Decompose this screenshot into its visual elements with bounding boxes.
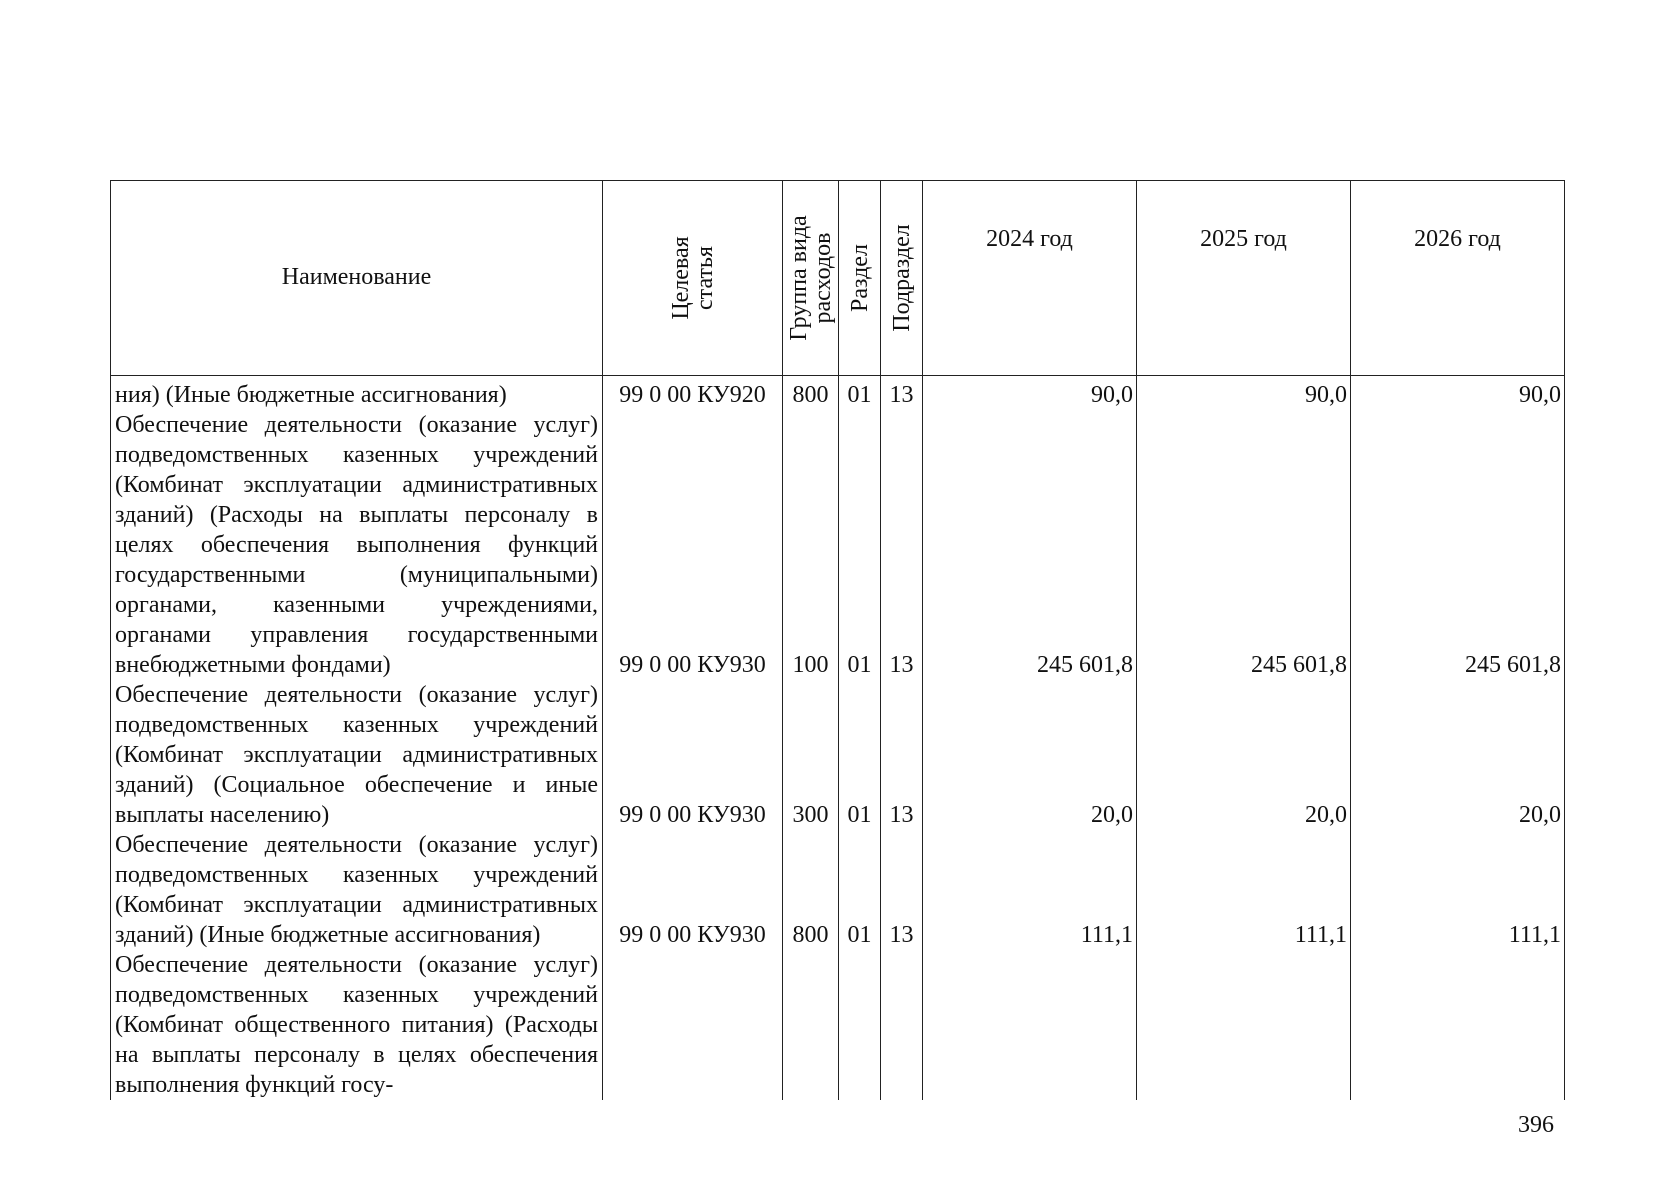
table-row [111, 680, 1565, 830]
row-value-2024: 111,1 [923, 830, 1137, 950]
row-value-2024: 245 601,8 [923, 410, 1137, 680]
table-header-row [111, 181, 1565, 376]
row-expense-group: 300 [783, 680, 839, 830]
row-value-2026 [1351, 950, 1565, 1100]
row-section [839, 950, 881, 1100]
row-name: ния) (Иные бюджетные ассигнования) [111, 376, 603, 411]
row-target-article: 99 0 00 КУ930 [603, 830, 783, 950]
row-value-2025: 111,1 [1137, 830, 1351, 950]
row-target-article: 99 0 00 КУ930 [603, 680, 783, 830]
row-value-2024: 90,0 [923, 376, 1137, 411]
row-target-article [603, 950, 783, 1100]
table-row [111, 410, 1565, 680]
row-expense-group: 800 [783, 830, 839, 950]
header-name: Наименование [111, 181, 603, 376]
row-value-2026: 90,0 [1351, 376, 1565, 411]
row-value-2024 [923, 950, 1137, 1100]
header-year-2024: 2024 год [923, 181, 1137, 376]
row-value-2026: 245 601,8 [1351, 410, 1565, 680]
table-row [111, 830, 1565, 950]
row-value-2025: 90,0 [1137, 376, 1351, 411]
row-subsection: 13 [881, 376, 923, 411]
row-value-2025: 20,0 [1137, 680, 1351, 830]
row-subsection: 13 [881, 680, 923, 830]
row-section: 01 [839, 410, 881, 680]
row-expense-group: 800 [783, 376, 839, 411]
row-section: 01 [839, 376, 881, 411]
row-value-2026: 20,0 [1351, 680, 1565, 830]
budget-table [110, 180, 1565, 1100]
row-expense-group: 100 [783, 410, 839, 680]
row-subsection: 13 [881, 410, 923, 680]
row-target-article: 99 0 00 КУ930 [603, 410, 783, 680]
row-expense-group [783, 950, 839, 1100]
row-name: Обеспечение деятельности (оказание услуг) подведомственных казенных учреждений (Комбинат эксплуатации административных зданий) (Социальное обеспечение и иные выплаты населению) [111, 680, 603, 830]
table-row [111, 950, 1565, 1100]
header-subsection: Подраздел [881, 181, 923, 376]
row-section: 01 [839, 680, 881, 830]
header-year-2025: 2025 год [1137, 181, 1351, 376]
row-value-2026: 111,1 [1351, 830, 1565, 950]
header-expense-group: Группа вида расходов [783, 181, 839, 376]
table-row [111, 376, 1565, 411]
row-subsection [881, 950, 923, 1100]
row-value-2025 [1137, 950, 1351, 1100]
row-target-article: 99 0 00 КУ920 [603, 376, 783, 411]
row-name: Обеспечение деятельности (оказание услуг) подведомственных казенных учреждений (Комбинат общественного питания) (Расходы на выплаты персоналу в целях обеспечения выполнения функций госу- [111, 950, 603, 1100]
page-number: 396 [1518, 1112, 1554, 1138]
header-target-article: Целевая статья [603, 181, 783, 376]
row-subsection: 13 [881, 830, 923, 950]
row-name: Обеспечение деятельности (оказание услуг) подведомственных казенных учреждений (Комбинат эксплуатации административных зданий) (Расходы на выплаты персоналу в целях обеспечения выполнения функций государственными (муниципальными) органами, казенными учреждениями, органами управления государственными внебюджетными фондами) [111, 410, 603, 680]
header-year-2026: 2026 год [1351, 181, 1565, 376]
row-value-2024: 20,0 [923, 680, 1137, 830]
row-value-2025: 245 601,8 [1137, 410, 1351, 680]
row-name: Обеспечение деятельности (оказание услуг) подведомственных казенных учреждений (Комбинат эксплуатации административных зданий) (Иные бюджетные ассигнования) [111, 830, 603, 950]
row-section: 01 [839, 830, 881, 950]
header-section: Раздел [839, 181, 881, 376]
